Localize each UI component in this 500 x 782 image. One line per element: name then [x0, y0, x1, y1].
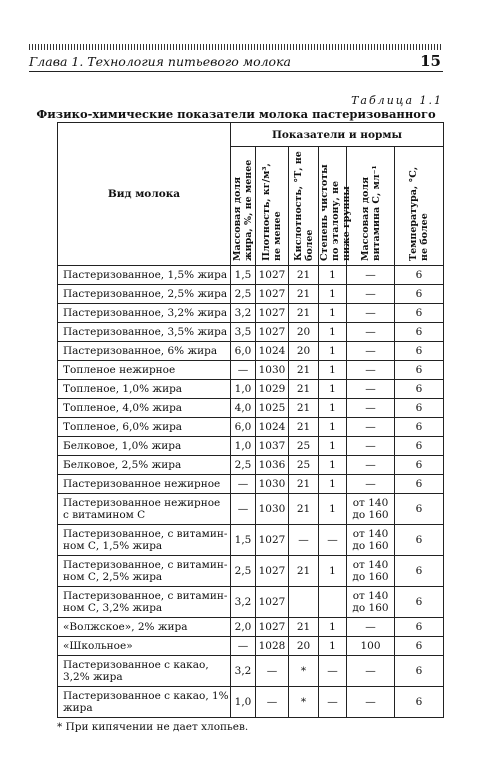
- cell-vitc: [347, 556, 395, 587]
- cell-vitc: [347, 380, 395, 399]
- cell-line: —: [365, 665, 376, 677]
- cell-line: от 140: [352, 528, 389, 540]
- cell-line: от 140: [352, 590, 389, 602]
- table-label: Таблица 1.1: [351, 94, 443, 107]
- cell-milk-type: [58, 618, 231, 637]
- cell-fat: 1,5: [231, 266, 256, 285]
- cell-fat: 2,5: [231, 456, 256, 475]
- cell-line: —: [365, 402, 376, 414]
- cell-line: Топленое нежирное: [63, 364, 176, 376]
- cell-temp: 6: [395, 656, 444, 687]
- cell-milk-type: [58, 399, 231, 418]
- cell-line: Пастеризованное нежирное: [63, 497, 221, 509]
- cell-density: 1027: [256, 285, 289, 304]
- cell-temp: 6: [395, 475, 444, 494]
- cell-purity: 1: [319, 456, 347, 475]
- cell-fat: 3,2: [231, 656, 256, 687]
- cell-density: 1027: [256, 556, 289, 587]
- cell-line: —: [365, 696, 376, 708]
- cell-milk-type: [58, 437, 231, 456]
- cell-acidity: 21: [289, 380, 319, 399]
- cell-milk-type: [58, 587, 231, 618]
- table-row: [58, 618, 444, 637]
- cell-vitc: [347, 656, 395, 687]
- cell-fat: 6,0: [231, 418, 256, 437]
- cell-acidity: 21: [289, 556, 319, 587]
- cell-fat: 3,2: [231, 587, 256, 618]
- column-header-name: Вид молока: [58, 123, 231, 266]
- cell-milk-type: [58, 342, 231, 361]
- cell-density: 1029: [256, 380, 289, 399]
- footnote: * При кипячении не дает хлопьев.: [57, 721, 249, 733]
- cell-density: 1028: [256, 637, 289, 656]
- cell-temp: 6: [395, 323, 444, 342]
- cell-density: —: [256, 656, 289, 687]
- cell-temp: 6: [395, 437, 444, 456]
- cell-density: 1024: [256, 418, 289, 437]
- cell-line: «Волжское», 2% жира: [63, 621, 188, 633]
- cell-line: до 160: [352, 509, 389, 521]
- cell-temp: 6: [395, 587, 444, 618]
- cell-temp: 6: [395, 380, 444, 399]
- cell-temp: 6: [395, 266, 444, 285]
- cell-line: Топленое, 6,0% жира: [63, 421, 183, 433]
- table-row: [58, 323, 444, 342]
- cell-fat: 2,5: [231, 556, 256, 587]
- cell-milk-type: [58, 475, 231, 494]
- table-row: [58, 587, 444, 618]
- cell-purity: —: [319, 656, 347, 687]
- cell-purity: 1: [319, 323, 347, 342]
- cell-vitc: [347, 587, 395, 618]
- cell-vitc: [347, 637, 395, 656]
- cell-acidity: 21: [289, 494, 319, 525]
- table-body: [58, 266, 444, 718]
- table-row: [58, 266, 444, 285]
- cell-vitc: [347, 475, 395, 494]
- column-header-temperature: Температура, °С, не более: [395, 147, 444, 266]
- cell-purity: 1: [319, 361, 347, 380]
- cell-line: —: [365, 383, 376, 395]
- cell-temp: 6: [395, 399, 444, 418]
- cell-milk-type: [58, 304, 231, 323]
- cell-purity: 1: [319, 475, 347, 494]
- header-rule: [29, 71, 443, 72]
- table-row: [58, 475, 444, 494]
- cell-line: «Школьное»: [63, 640, 133, 652]
- cell-temp: 6: [395, 418, 444, 437]
- cell-temp: 6: [395, 304, 444, 323]
- column-header-fat: Массовая доля жира, %, не менее: [231, 147, 256, 266]
- cell-density: —: [256, 687, 289, 718]
- cell-line: —: [365, 459, 376, 471]
- cell-vitc: [347, 285, 395, 304]
- cell-temp: 6: [395, 285, 444, 304]
- cell-fat: 1,5: [231, 525, 256, 556]
- cell-purity: 1: [319, 304, 347, 323]
- cell-line: с витамином С: [63, 509, 146, 521]
- cell-vitc: [347, 618, 395, 637]
- cell-vitc: [347, 323, 395, 342]
- cell-line: Пастеризованное с какао,: [63, 659, 209, 671]
- cell-line: Белковое, 2,5% жира: [63, 459, 182, 471]
- cell-milk-type: [58, 418, 231, 437]
- table-row: [58, 285, 444, 304]
- cell-purity: 1: [319, 285, 347, 304]
- cell-line: жира: [63, 702, 93, 714]
- cell-acidity: 21: [289, 361, 319, 380]
- cell-density: 1027: [256, 587, 289, 618]
- cell-acidity: 21: [289, 618, 319, 637]
- cell-fat: 4,0: [231, 399, 256, 418]
- cell-line: Пастеризованное нежирное: [63, 478, 221, 490]
- cell-density: 1037: [256, 437, 289, 456]
- cell-purity: 1: [319, 618, 347, 637]
- cell-fat: 1,0: [231, 380, 256, 399]
- cell-fat: —: [231, 361, 256, 380]
- cell-purity: [319, 587, 347, 618]
- table-row: [58, 342, 444, 361]
- cell-temp: 6: [395, 494, 444, 525]
- table-row: [58, 304, 444, 323]
- cell-line: —: [365, 269, 376, 281]
- cell-purity: 1: [319, 637, 347, 656]
- cell-vitc: [347, 687, 395, 718]
- cell-acidity: [289, 587, 319, 618]
- cell-vitc: [347, 437, 395, 456]
- column-header-purity: Степень чистоты по эталону, не ниже группы: [319, 147, 347, 266]
- column-group-header: Показатели и нормы: [231, 123, 444, 147]
- cell-density: 1024: [256, 342, 289, 361]
- cell-milk-type: [58, 637, 231, 656]
- cell-milk-type: [58, 494, 231, 525]
- cell-line: 3,2% жира: [63, 671, 123, 683]
- cell-milk-type: [58, 266, 231, 285]
- cell-purity: —: [319, 687, 347, 718]
- cell-vitc: [347, 304, 395, 323]
- cell-density: 1030: [256, 361, 289, 380]
- cell-vitc: [347, 456, 395, 475]
- table-row: [58, 556, 444, 587]
- cell-fat: 1,0: [231, 687, 256, 718]
- page-number: 15: [420, 52, 441, 70]
- cell-temp: 6: [395, 687, 444, 718]
- column-header-vitamin-c: Массовая доля витамина С, мл⁻¹: [347, 147, 395, 266]
- cell-fat: 1,0: [231, 437, 256, 456]
- column-header-acidity: Кислотность, °Т, не более: [289, 147, 319, 266]
- cell-vitc: [347, 525, 395, 556]
- cell-acidity: 21: [289, 399, 319, 418]
- running-header: [29, 54, 443, 72]
- cell-acidity: 25: [289, 437, 319, 456]
- cell-purity: 1: [319, 494, 347, 525]
- table-row: [58, 637, 444, 656]
- cell-purity: —: [319, 525, 347, 556]
- cell-density: 1027: [256, 618, 289, 637]
- cell-line: Пастеризованное, с витамин-: [63, 559, 228, 571]
- cell-acidity: 21: [289, 418, 319, 437]
- cell-fat: 3,2: [231, 304, 256, 323]
- cell-line: —: [365, 421, 376, 433]
- cell-milk-type: [58, 656, 231, 687]
- cell-line: Пастеризованное, 1,5% жира: [63, 269, 228, 281]
- cell-line: —: [365, 345, 376, 357]
- cell-milk-type: [58, 285, 231, 304]
- header-decoration: [29, 44, 443, 50]
- cell-purity: 1: [319, 418, 347, 437]
- cell-density: 1027: [256, 323, 289, 342]
- cell-density: 1027: [256, 266, 289, 285]
- cell-acidity: —: [289, 525, 319, 556]
- cell-vitc: [347, 361, 395, 380]
- cell-line: от 140: [352, 497, 389, 509]
- cell-purity: 1: [319, 380, 347, 399]
- cell-fat: —: [231, 637, 256, 656]
- cell-acidity: *: [289, 687, 319, 718]
- cell-fat: 6,0: [231, 342, 256, 361]
- cell-acidity: 20: [289, 637, 319, 656]
- cell-vitc: [347, 342, 395, 361]
- cell-line: —: [365, 307, 376, 319]
- cell-line: ном С, 3,2% жира: [63, 602, 163, 614]
- cell-line: Пастеризованное, с витамин-: [63, 528, 228, 540]
- cell-purity: 1: [319, 556, 347, 587]
- cell-fat: —: [231, 475, 256, 494]
- cell-fat: 2,5: [231, 285, 256, 304]
- cell-temp: 6: [395, 637, 444, 656]
- cell-fat: —: [231, 494, 256, 525]
- cell-acidity: 21: [289, 304, 319, 323]
- cell-acidity: 20: [289, 342, 319, 361]
- cell-line: Пастеризованное, с витамин-: [63, 590, 228, 602]
- table-row: [58, 525, 444, 556]
- cell-line: —: [365, 621, 376, 633]
- table-row: [58, 399, 444, 418]
- cell-line: —: [365, 440, 376, 452]
- table-row: [58, 418, 444, 437]
- cell-milk-type: [58, 456, 231, 475]
- cell-temp: 6: [395, 456, 444, 475]
- cell-temp: 6: [395, 525, 444, 556]
- cell-line: до 160: [352, 540, 389, 552]
- cell-line: —: [365, 326, 376, 338]
- table-row: [58, 456, 444, 475]
- cell-vitc: [347, 418, 395, 437]
- cell-line: до 160: [352, 602, 389, 614]
- cell-fat: 2,0: [231, 618, 256, 637]
- cell-milk-type: [58, 556, 231, 587]
- cell-line: Пастеризованное с какао, 1%: [63, 690, 229, 702]
- cell-fat: 3,5: [231, 323, 256, 342]
- cell-acidity: *: [289, 656, 319, 687]
- cell-line: Пастеризованное, 6% жира: [63, 345, 218, 357]
- table-row: [58, 687, 444, 718]
- table-row: [58, 437, 444, 456]
- cell-purity: 1: [319, 399, 347, 418]
- cell-line: Топленое, 4,0% жира: [63, 402, 183, 414]
- cell-line: до 160: [352, 571, 389, 583]
- running-title: Глава 1. Технология питьевого молока: [29, 54, 291, 69]
- cell-line: Пастеризованное, 3,2% жира: [63, 307, 228, 319]
- cell-line: от 140: [352, 559, 389, 571]
- cell-acidity: 21: [289, 475, 319, 494]
- table-row: [58, 380, 444, 399]
- table-row: [58, 656, 444, 687]
- cell-temp: 6: [395, 556, 444, 587]
- cell-line: —: [365, 364, 376, 376]
- cell-line: —: [365, 478, 376, 490]
- cell-line: Пастеризованное, 2,5% жира: [63, 288, 228, 300]
- cell-milk-type: [58, 323, 231, 342]
- cell-acidity: 21: [289, 266, 319, 285]
- cell-acidity: 25: [289, 456, 319, 475]
- cell-temp: 6: [395, 618, 444, 637]
- cell-density: 1036: [256, 456, 289, 475]
- cell-density: 1027: [256, 525, 289, 556]
- cell-vitc: [347, 399, 395, 418]
- cell-purity: 1: [319, 342, 347, 361]
- cell-milk-type: [58, 380, 231, 399]
- cell-line: 100: [360, 640, 381, 652]
- cell-acidity: 21: [289, 285, 319, 304]
- cell-density: 1025: [256, 399, 289, 418]
- table-caption: Физико-химические показатели молока пастеризованного: [36, 107, 436, 121]
- cell-density: 1030: [256, 494, 289, 525]
- cell-line: ном С, 2,5% жира: [63, 571, 163, 583]
- cell-line: ном С, 1,5% жира: [63, 540, 163, 552]
- cell-acidity: 20: [289, 323, 319, 342]
- cell-temp: 6: [395, 361, 444, 380]
- column-header-density: Плотность, кг/м³, не менее: [256, 147, 289, 266]
- cell-milk-type: [58, 687, 231, 718]
- cell-milk-type: [58, 525, 231, 556]
- table-row: [58, 494, 444, 525]
- cell-purity: 1: [319, 437, 347, 456]
- cell-vitc: [347, 494, 395, 525]
- cell-line: Топленое, 1,0% жира: [63, 383, 183, 395]
- cell-purity: 1: [319, 266, 347, 285]
- milk-indicators-table: [57, 122, 444, 718]
- cell-density: 1030: [256, 475, 289, 494]
- table-row: [58, 361, 444, 380]
- cell-vitc: [347, 266, 395, 285]
- cell-line: —: [365, 288, 376, 300]
- cell-milk-type: [58, 361, 231, 380]
- cell-line: Белковое, 1,0% жира: [63, 440, 182, 452]
- cell-density: 1027: [256, 304, 289, 323]
- cell-line: Пастеризованное, 3,5% жира: [63, 326, 228, 338]
- cell-temp: 6: [395, 342, 444, 361]
